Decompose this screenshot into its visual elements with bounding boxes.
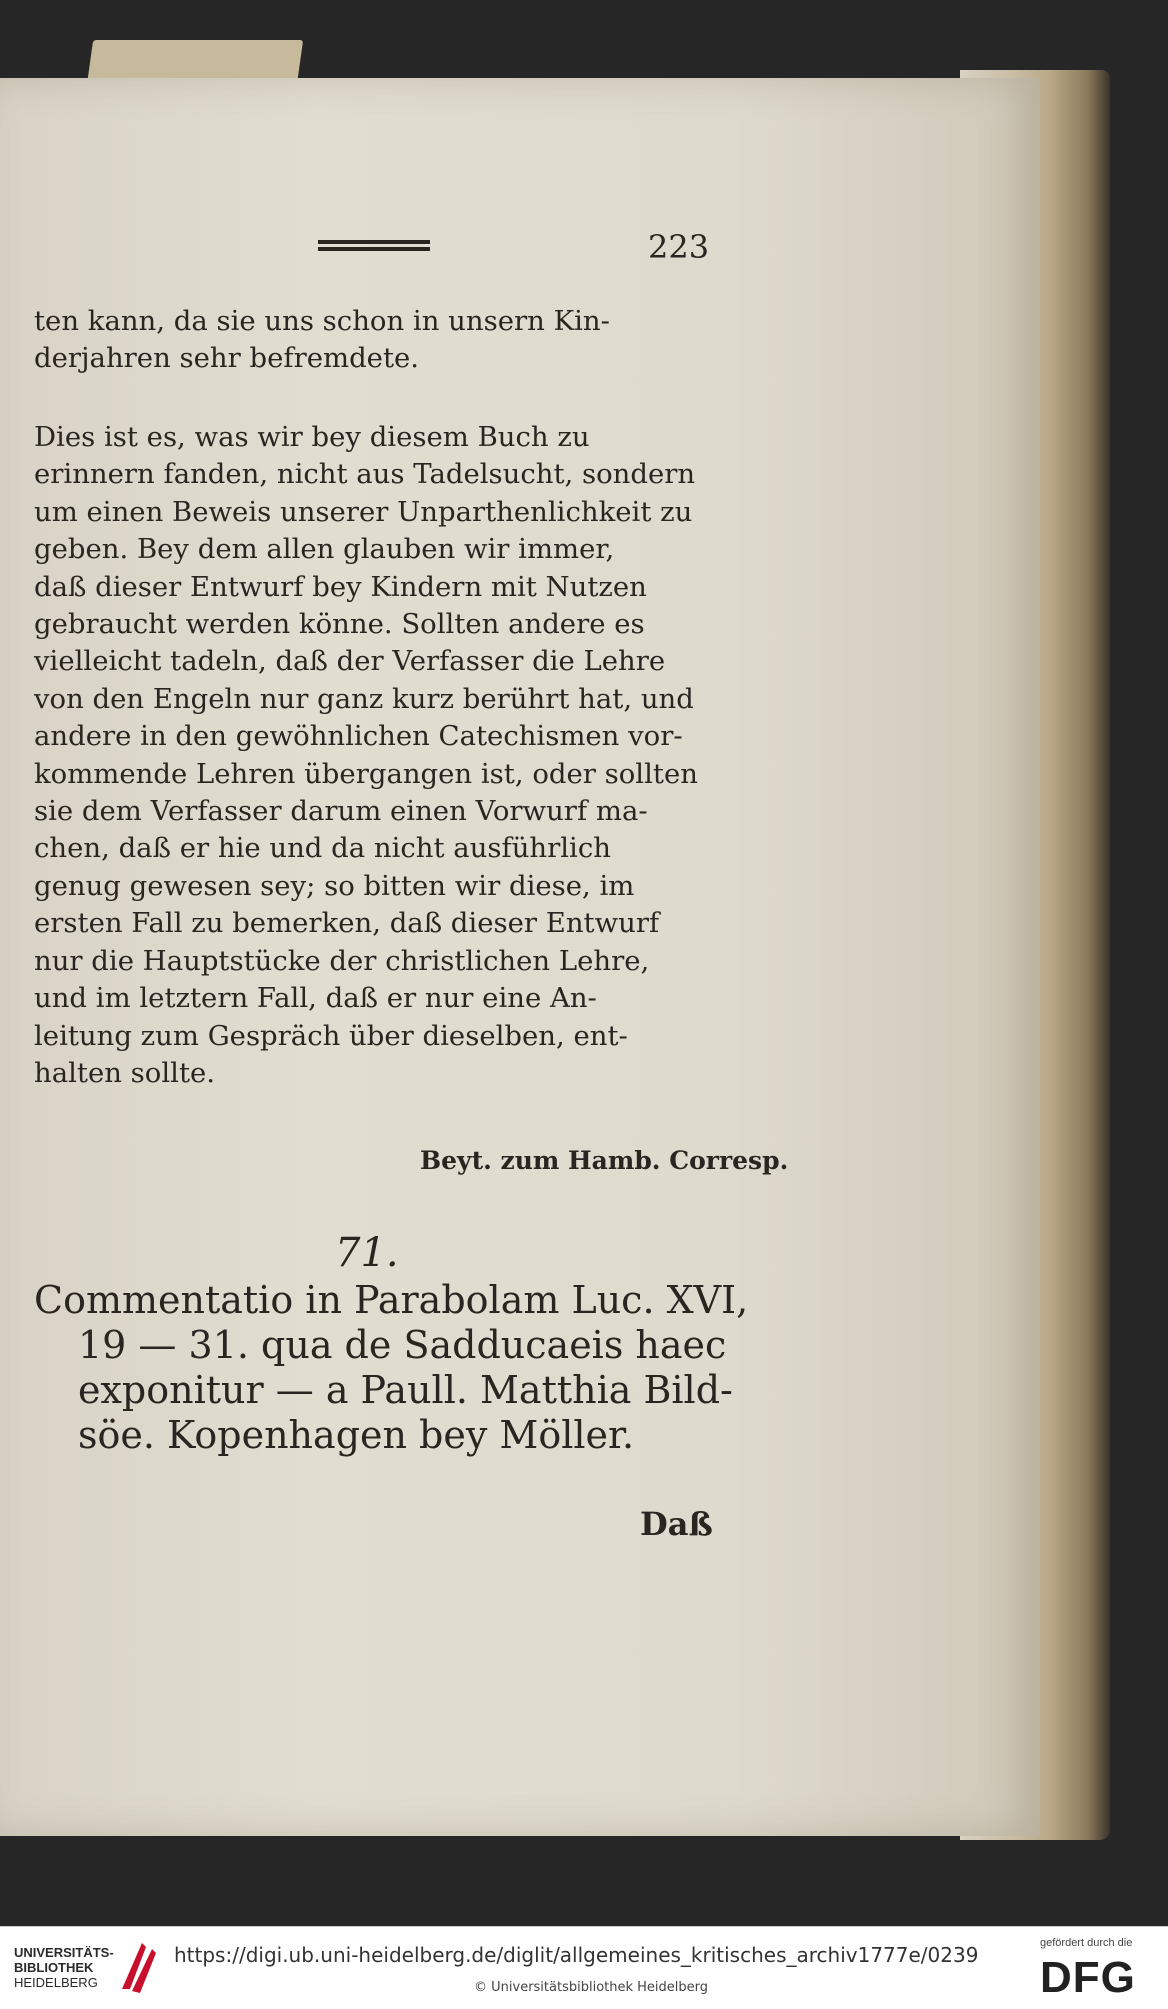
- paragraph-2-text: [34, 419, 724, 1092]
- latin-title-line: Commentatio in Parabolam Luc. XVI,: [34, 1278, 749, 1322]
- text-line: sie dem Verfasser darum einen Vorwurf ma-: [34, 795, 648, 828]
- entry-number: 71.: [335, 1230, 399, 1276]
- text-line: Dies ist es, was wir bey diesem Buch zu: [34, 421, 590, 453]
- text-line: leitung zum Gespräch über dieselben, ent-: [34, 1019, 628, 1052]
- dfg-logo: DFG: [1040, 1953, 1136, 2002]
- source-signature: Beyt. zum Hamb. Corresp.: [420, 1146, 789, 1175]
- university-line-1: UNIVERSITÄTS-: [14, 1945, 114, 1960]
- text-line: nur die Hauptstücke der christlichen Lehre,: [34, 944, 650, 977]
- text-line: vielleicht tadeln, daß der Verfasser die Lehre: [34, 645, 666, 678]
- paragraph-2: [34, 419, 724, 1092]
- latin-title-line: 19 — 31. qua de Sadducaeis haec: [78, 1323, 727, 1367]
- latin-title-line: exponitur — a Paull. Matthia Bild-: [78, 1368, 733, 1412]
- funded-by-label: gefördert durch die: [1040, 1937, 1133, 1949]
- text-line: kommende Lehren übergangen ist, oder sollten: [34, 757, 698, 790]
- paragraph-1-text: [34, 303, 724, 378]
- university-logo-icon: [118, 1939, 162, 1997]
- text-line: ersten Fall zu bemerken, daß dieser Entwurf: [34, 907, 660, 940]
- latin-title: [34, 1278, 748, 1458]
- text-line: chen, daß er hie und da nicht ausführlich: [34, 832, 611, 865]
- text-line: und im letztern Fall, daß er nur eine An-: [34, 982, 597, 1015]
- text-line: um einen Beweis unserer Unparthenlichkeit zu: [34, 495, 693, 528]
- latin-title-line: söe. Kopenhagen bey Möller.: [78, 1413, 635, 1457]
- university-line-2: BIBLIOTHEK: [14, 1960, 94, 1975]
- text-line: genug gewesen sey; so bitten wir diese, im: [34, 869, 635, 902]
- text-line: halten sollte.: [34, 1056, 216, 1089]
- university-name: [14, 1945, 114, 1990]
- viewer-footer: [0, 1926, 1168, 2009]
- text-line: ten kann, da sie uns schon in unsern Kin-: [34, 305, 610, 337]
- text-line: derjahren sehr befremdete.: [34, 342, 420, 375]
- permalink-url[interactable]: https://digi.ub.uni-heidelberg.de/diglit/allgemeines_kritisches_archiv1777e/0239: [174, 1943, 979, 1967]
- copyright-notice: © Universitätsbibliothek Heidelberg: [474, 1980, 709, 1995]
- text-line: geben. Bey dem allen glauben wir immer,: [34, 533, 615, 566]
- text-line: gebraucht werden könne. Sollten andere es: [34, 608, 645, 641]
- header-ornament-rule: [318, 240, 430, 244]
- catchword: Daß: [640, 1505, 713, 1543]
- text-line: andere in den gewöhnlichen Catechismen vor-: [34, 720, 683, 753]
- text-line: daß dieser Entwurf bey Kindern mit Nutzen: [34, 570, 647, 603]
- page-number: 223: [648, 228, 710, 266]
- university-line-3: HEIDELBERG: [14, 1975, 98, 1990]
- text-line: erinnern fanden, nicht aus Tadelsucht, sondern: [34, 458, 696, 491]
- paragraph-1: [34, 303, 724, 378]
- text-line: von den Engeln nur ganz kurz berührt hat, und: [34, 682, 694, 715]
